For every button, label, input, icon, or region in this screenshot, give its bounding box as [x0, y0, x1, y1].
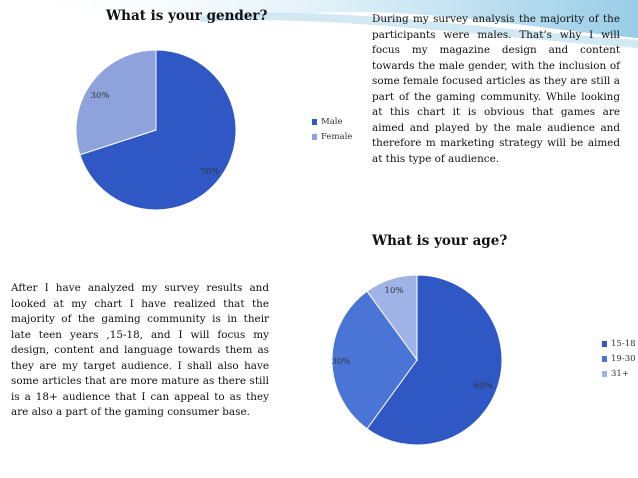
legend-label: 31+ [611, 368, 629, 379]
age-analysis-paragraph: After I have analyzed my survey results and looked at my chart I have realized that the majority of the gaming community is in their late teen years ,15-18, and I will focus my design, content and language towards them as they are my target audience. I shall also have some articles that are more mature as there still is a 18+ audience that I can appeal to as they are also a part of the gaming consumer base. [11, 282, 269, 418]
pie-data-label: 30% [331, 357, 351, 367]
legend-item [312, 129, 352, 144]
legend-swatch [602, 356, 607, 362]
age-pie-chart [318, 266, 538, 466]
legend-swatch [602, 371, 607, 377]
gender-analysis-paragraph: During my survey analysis the majority of the participants were males. That’s why I will focus my magazine design and content towards the male gender, with the inclusion of some female focused articles as they are still a part of the gaming community. While looking at this chart it is obvious that games are aimed and played by the male audience and therefore m marketing strategy will be aimed at this type of audience. [372, 13, 620, 165]
gender-chart-title: What is your gender? [106, 8, 268, 24]
gender-pie-chart [50, 26, 310, 226]
legend-item [602, 366, 636, 381]
legend-label: Female [321, 131, 353, 142]
legend-swatch [312, 134, 317, 140]
legend-label: 15-18 [611, 338, 636, 349]
legend-item [602, 336, 636, 351]
age-legend [602, 336, 636, 381]
gender-legend [312, 114, 352, 144]
pie-data-label: 30% [90, 91, 110, 101]
legend-swatch [312, 119, 317, 125]
age-chart-title: What is your age? [372, 233, 508, 249]
pie-data-label: 60% [473, 381, 493, 391]
legend-swatch [602, 341, 607, 347]
legend-label: Male [321, 116, 343, 127]
pie-data-label: 10% [384, 286, 404, 296]
legend-item [312, 114, 352, 129]
pie-data-label: 70% [200, 167, 220, 177]
legend-item [602, 351, 636, 366]
legend-label: 19-30 [611, 353, 636, 364]
